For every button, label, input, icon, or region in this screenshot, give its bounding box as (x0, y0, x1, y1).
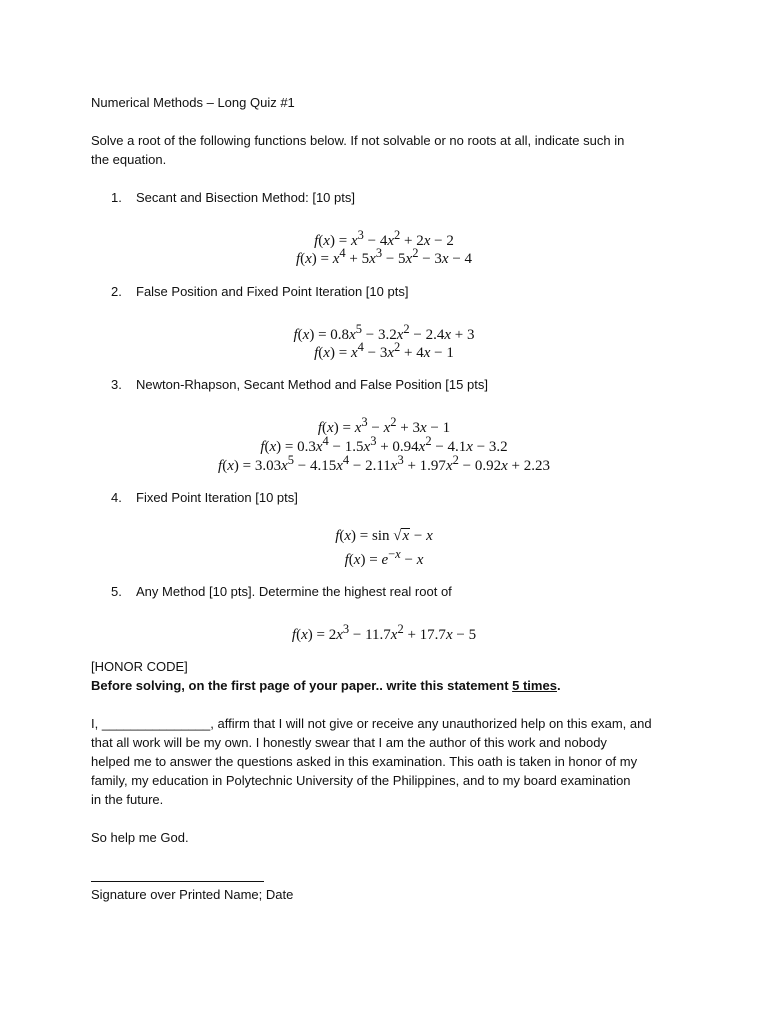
instructions-line-2: the equation. (91, 152, 167, 167)
honor-instruction-pre: Before solving, on the first page of your paper.. write this statement (91, 678, 513, 693)
signature-label: Signature over Printed Name; Date (91, 887, 294, 902)
oath-line-4: family, my education in Polytechnic University of the Philippines, and to my board examination (91, 773, 631, 788)
oath-line-1: I, _______________, affirm that I will not give or receive any unauthorized help on this exam, and (91, 716, 652, 731)
item-3-number: 3. (111, 377, 122, 392)
equation-2a: $f(x) = 0.8x^5 - 3.2x^2 - 2.4x + 3$ (293, 322, 475, 343)
equation-2b: $f(x) = x^4 - 3x^2 + 4x - 1$ (314, 340, 454, 361)
equation-1b: $f(x) = x^4 + 5x^3 - 5x^2 - 3x - 4$ (295, 246, 473, 267)
item-2-label: False Position and Fixed Point Iteration [10 pts] (136, 284, 409, 299)
item-2-number: 2. (111, 284, 122, 299)
oath-line-5: in the future. (91, 792, 164, 807)
equation-3b: $f(x) = 0.3x^4 - 1.5x^3 + 0.94x^2 - 4.1x - 3.2$ (260, 434, 508, 455)
equation-3a: $f(x) = x^3 - x^2 + 3x - 1$ (317, 415, 451, 436)
oath-line-2: that all work will be my own. I honestly swear that I am the author of this work and nobody (91, 735, 607, 750)
quiz-title: Numerical Methods – Long Quiz #1 (91, 95, 295, 110)
equation-4b: $f(x) = e^{-x} - x$ (344, 547, 424, 568)
equation-4a: f(x) = sin √x − x (335, 528, 433, 544)
honor-code-heading: [HONOR CODE] (91, 659, 188, 674)
honor-instruction-post: . (556, 678, 561, 693)
equation-3c: $f(x) = 3.03x^5 - 4.15x^4 - 2.11x^3 + 1.97x^2 - 0.92x + 2.23$ (218, 453, 550, 474)
signature-line (91, 881, 264, 882)
honor-instruction-emphasis: 5 times (512, 678, 557, 693)
equation-5: $f(x) = 2x^3 - 11.7x^2 + 17.7x - 5$ (291, 622, 477, 643)
equation-1a: $f(x) = x^3 - 4x^2 + 2x - 2$ (314, 228, 454, 249)
item-3-label: Newton-Rhapson, Secant Method and False Position [15 pts] (136, 377, 488, 392)
closing-line: So help me God. (91, 830, 189, 845)
item-5-label: Any Method [10 pts]. Determine the highest real root of (136, 584, 452, 599)
item-5-number: 5. (111, 584, 122, 599)
item-4-label: Fixed Point Iteration [10 pts] (136, 490, 298, 505)
item-1-label: Secant and Bisection Method: [10 pts] (136, 190, 355, 205)
instructions-line-1: Solve a root of the following functions below. If not solvable or no roots at all, indicate such in (91, 133, 625, 148)
honor-code-instruction (91, 676, 561, 695)
oath-line-3: helped me to answer the questions asked in this examination. This oath is taken in honor of my (91, 754, 638, 769)
item-1-number: 1. (111, 190, 122, 205)
item-4-number: 4. (111, 490, 122, 505)
